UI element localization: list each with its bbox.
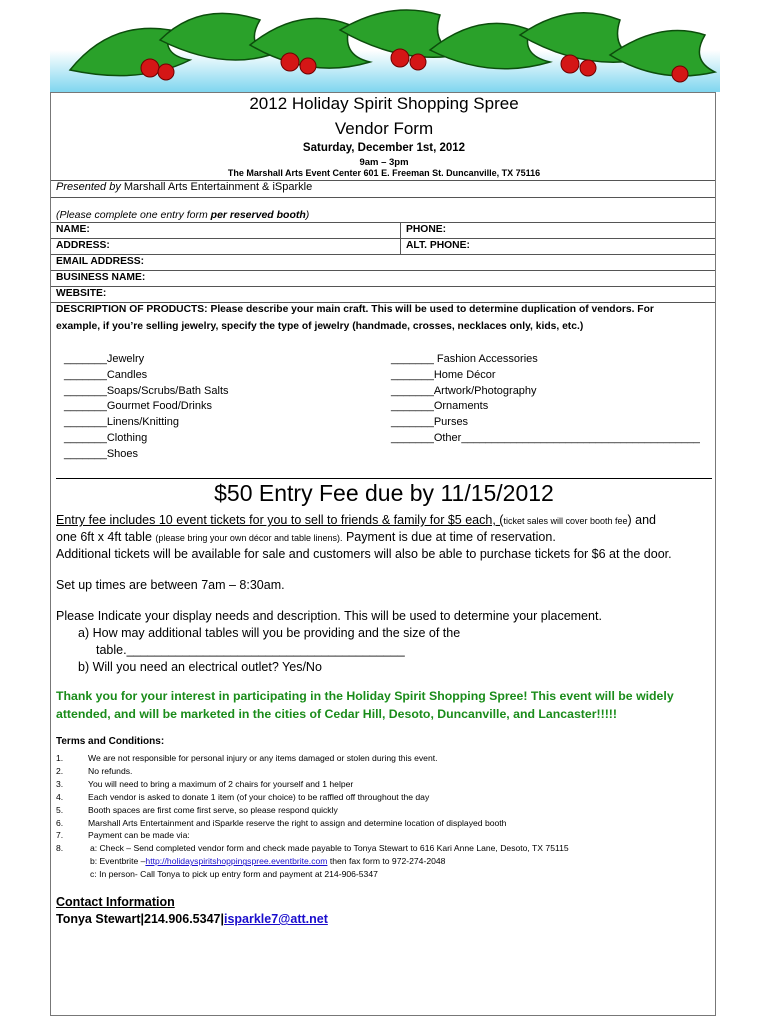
email-field-label: EMAIL ADDRESS: bbox=[56, 256, 145, 267]
alt-phone-field-label: ALT. PHONE: bbox=[406, 240, 470, 251]
vendor-form bbox=[50, 92, 716, 1016]
list-item: _______Candles bbox=[64, 368, 148, 381]
payment-in-person: c: In person- Call Tonya to pick up entry form and payment at 214-906-5347 bbox=[90, 869, 378, 880]
description-line1: DESCRIPTION OF PRODUCTS: Please describe your main craft. This will be used to determine duplication of vendors. For bbox=[56, 304, 654, 315]
event-date: Saturday, December 1st, 2012 bbox=[302, 142, 466, 154]
event-time: 9am – 3pm bbox=[359, 157, 409, 168]
event-venue: The Marshall Arts Event Center 601 E. Freeman St. Duncanville, TX 75116 bbox=[227, 168, 541, 178]
list-item: No refunds. bbox=[88, 765, 133, 776]
list-item: _______Gourmet Food/Drinks bbox=[64, 400, 212, 413]
list-item: Marshall Arts Entertainment and iSparkle reserve the right to assign and determine location of displayed booth bbox=[88, 817, 507, 828]
website-field-label: WEBSITE: bbox=[56, 288, 107, 299]
eventbrite-link[interactable]: http://holidayspiritshoppingspree.eventbrite.com bbox=[145, 856, 328, 867]
business-field-label: BUSINESS NAME: bbox=[56, 272, 146, 283]
list-item: Payment can be made via: bbox=[88, 830, 190, 841]
list-item: _______Home Décor bbox=[391, 368, 496, 381]
list-item: You will need to bring a maximum of 2 chairs for yourself and 1 helper bbox=[88, 778, 354, 789]
question-a-line1: a) How may additional tables will you be providing and the size of the bbox=[78, 626, 461, 640]
products-left-list bbox=[64, 352, 229, 463]
address-field-label: ADDRESS: bbox=[56, 240, 110, 251]
fee-line3: Additional tickets will be available for sale and customers will also be able to purchase tickets for $6 at the door. bbox=[56, 547, 672, 561]
list-item: _______Ornaments bbox=[391, 400, 489, 413]
list-item: _______Clothing bbox=[64, 431, 148, 444]
list-item: Booth spaces are first come first serve, so please respond quickly bbox=[88, 804, 338, 815]
entry-fee-heading: $50 Entry Fee due by 11/15/2012 bbox=[214, 480, 554, 506]
thanks-line2: attended, and will be marketed in the cities of Cedar Hill, Desoto, Duncanville, and Lancaster!!!!! bbox=[56, 707, 617, 721]
fee-line2: one 6ft x 4ft table (please bring your own décor and table linens). Payment is due at time of reservation. bbox=[56, 530, 556, 544]
contact-details: Tonya Stewart|214.906.5347|isparkle7@att.net bbox=[56, 912, 328, 926]
terms-numbers: 1. 2. 3. 4. 5. 6. 7. 8. bbox=[56, 753, 64, 854]
contact-email-link[interactable]: isparkle7@att.net bbox=[223, 912, 328, 926]
terms-heading: Terms and Conditions: bbox=[56, 736, 165, 747]
list-item: _______Purses bbox=[391, 416, 469, 429]
payment-eventbrite: b: Eventbrite –http://holidayspiritshoppingspree.eventbrite.com then fax form to 972-274-2048 bbox=[90, 856, 446, 867]
list-item: _______Shoes bbox=[64, 447, 139, 460]
list-item: _______Jewelry bbox=[64, 353, 145, 365]
presented-by: Presented by Marshall Arts Entertainment & iSparkle bbox=[56, 181, 313, 193]
products-right-list bbox=[391, 352, 700, 447]
list-item: _______Artwork/Photography bbox=[391, 384, 537, 397]
question-b: b) Will you need an electrical outlet? Yes/No bbox=[78, 660, 322, 674]
form-title-line1: 2012 Holiday Spirit Shopping Spree bbox=[249, 94, 519, 113]
terms-list bbox=[88, 752, 569, 881]
holly-banner bbox=[50, 0, 720, 92]
fee-line1: Entry fee includes 10 event tickets for you to sell to friends & family for $5 each, (ticket sales will cover booth fee) and bbox=[56, 513, 656, 527]
list-item: Each vendor is asked to donate 1 item (of your choice) to be raffled off throughout the day bbox=[88, 791, 430, 802]
list-item: _______Linens/Knitting bbox=[64, 416, 179, 429]
thanks-line1: Thank you for your interest in participating in the Holiday Spirit Shopping Spree! This event will be widely bbox=[56, 689, 674, 703]
contact-heading: Contact Information bbox=[56, 895, 175, 909]
list-item: a: Check – Send completed vendor form and check made payable to Tonya Stewart to 616 Kari Anne Lane, Desoto, TX 75115 bbox=[90, 843, 569, 854]
list-item: _______Soaps/Scrubs/Bath Salts bbox=[64, 384, 229, 397]
list-item: _______ Fashion Accessories bbox=[391, 353, 538, 365]
name-field-label: NAME: bbox=[56, 224, 90, 235]
list-item: _______Other_______________________________________ bbox=[391, 431, 700, 444]
list-item: We are not responsible for personal injury or any items damaged or stolen during this event. bbox=[88, 753, 438, 763]
entry-note: (Please complete one entry form per reserved booth) bbox=[56, 209, 310, 221]
question-a-line2: table.________________________________________ bbox=[96, 643, 405, 657]
phone-field-label: PHONE: bbox=[406, 224, 447, 235]
display-needs: Please Indicate your display needs and description. This will be used to determine your placement. bbox=[56, 609, 602, 623]
description-line2: example, if you’re selling jewelry, specify the type of jewelry (handmade, crosses, necklaces only, kids, etc.) bbox=[56, 321, 584, 332]
form-title-line2: Vendor Form bbox=[334, 119, 434, 138]
setup-times: Set up times are between 7am – 8:30am. bbox=[56, 578, 285, 592]
